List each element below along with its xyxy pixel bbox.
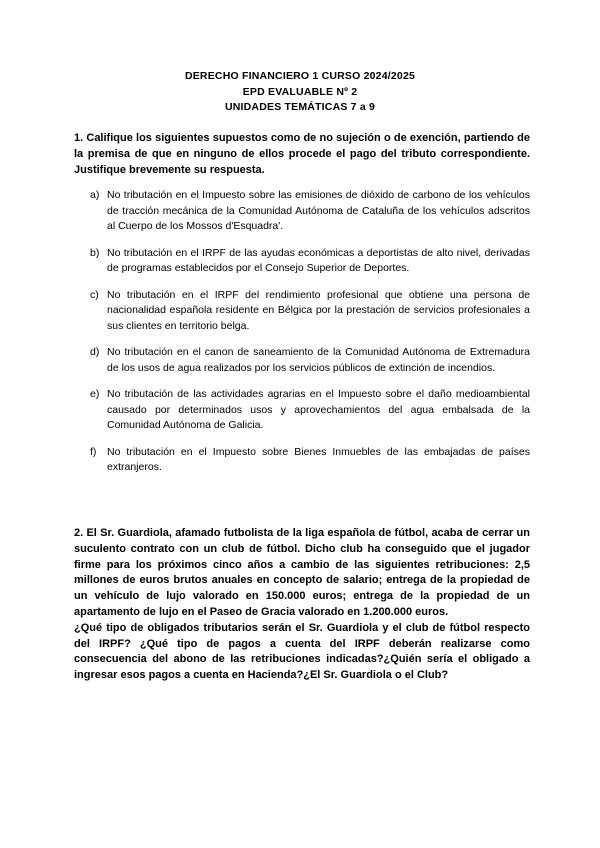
question-2-statement: 2. El Sr. Guardiola, afamado futbolista de la liga española de fútbol, acaba de cerrar un suculento contrato con un club de fútbol. Dicho club ha conseguido que el jugador firme para los próximos cinco años a cambio de las siguientes retribuciones: 2,5 millones de euros brutos anuales en concepto de salario; entrega de la propiedad de un vehículo de lujo valorado en 150.000 euros; entrega de la propiedad de un apartamento de lujo en el Paseo de Gracia valorado en 1.200.000 euros. <box>74 527 530 618</box>
item-text: No tributación en el IRPF de las ayudas económicas a deportistas de alto nivel, derivadas de programas establecidos por el Consejo Superior de Deportes. <box>107 246 530 274</box>
list-item-e <box>90 387 530 434</box>
item-letter: e) <box>90 388 100 400</box>
question-2-questions: ¿Qué tipo de obligados tributarios serán el Sr. Guardiola y el club de fútbol respecto del IRPF? ¿Qué tipo de pagos a cuenta del IRPF deberán realizarse como consecuencia del abono de las retribuciones indicadas?¿Quién sería el obligado a ingresar esos pagos a cuenta en Hacienda?¿El Sr. Guardiola o el Club? <box>74 621 530 682</box>
item-letter: d) <box>90 346 100 358</box>
item-letter: c) <box>90 288 99 301</box>
item-text: No tributación en el IRPF del rendimiento profesional que obtiene una persona de nacionalidad española residente en Bélgica por la prestación de servicios profesionales a sus clientes en territorio belga. <box>107 288 530 332</box>
list-item-b <box>90 246 530 277</box>
item-letter: f) <box>90 445 97 458</box>
item-text: No tributación en el canon de saneamiento de la Comunidad Autónoma de Extremadura de los usos de agua realizados por los servicios públicos de extinción de incendios. <box>107 346 530 374</box>
question-1-items <box>90 188 530 476</box>
assignment-title: EPD EVALUABLE Nº 2 <box>242 85 358 98</box>
list-item-a <box>90 188 530 235</box>
item-text: No tributación de las actividades agrarias en el Impuesto sobre el daño medioambiental causado por determinados usos y aprovechamientos del agua embalsada de la Comunidad Autónoma de Galicia. <box>107 388 530 431</box>
course-title: DERECHO FINANCIERO 1 CURSO 2024/2025 <box>184 70 416 82</box>
list-item-f <box>90 445 530 476</box>
question-1-title: 1. Califique los siguientes supuestos como de no sujeción o de exención, partiendo de la premisa de que en ninguno de ellos procede el pago del tributo correspondiente. Justifique brevemente su respuesta. <box>74 132 530 176</box>
units-title: UNIDADES TEMÁTICAS 7 a 9 <box>224 101 376 113</box>
item-letter: a) <box>90 189 100 201</box>
item-text: No tributación en el Impuesto sobre Bienes Inmuebles de las embajadas de países extranjeros. <box>107 445 530 473</box>
item-letter: b) <box>90 246 100 259</box>
item-text: No tributación en el Impuesto sobre las emisiones de dióxido de carbono de los vehículos de tracción mecánica de la Comunidad Autónoma de Cataluña de los vehículos adscritos al Cuerpo de los Mossos d'Esquadra'. <box>107 189 530 232</box>
list-item-c <box>90 288 530 335</box>
document-header <box>0 69 600 116</box>
list-item-d <box>90 345 530 376</box>
question-2 <box>74 526 530 684</box>
